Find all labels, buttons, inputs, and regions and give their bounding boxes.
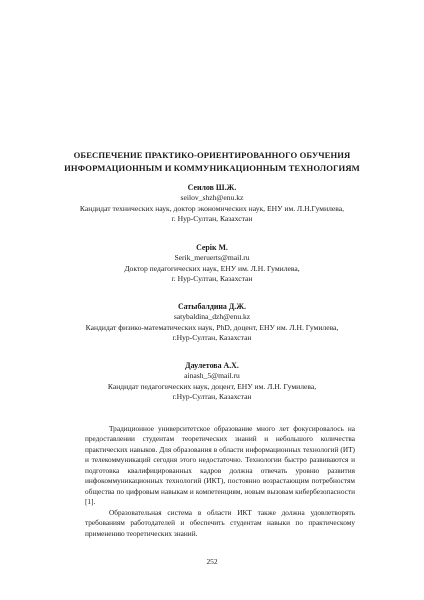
author-city: г.Нур-Султан, Казахстан xyxy=(172,391,252,401)
title-line-1: ОБЕСПЕЧЕНИЕ ПРАКТИКО-ОРИЕНТИРОВАННОГО ОБУЧЕНИЯ xyxy=(73,150,351,160)
article-title xyxy=(60,149,364,175)
author-city: г. Нур-Султан, Казахстан xyxy=(171,273,253,283)
author-block-4 xyxy=(40,361,384,402)
author-block-2 xyxy=(40,243,384,284)
author-email: satybaldina_dzh@enu.kz xyxy=(173,312,251,322)
author-name: Сеилов Ш.Ж. xyxy=(187,183,237,192)
title-line-2: ИНФОРМАЦИОННЫМ И КОММУНИКАЦИОННЫМ ТЕХНОЛОГИЯМ xyxy=(64,163,360,173)
author-city: г. Нур-Султан, Казахстан xyxy=(171,213,253,223)
body-paragraph-2: Образовательная система в области ИКТ также должна удовлетворять требованиям работодателей и обеспечить студентам навыки по практическому применению теоретических знаний. xyxy=(85,507,355,538)
author-affiliation: Кандидат педагогических наук, доцент, ЕНУ им. Л.Н. Гумилева, xyxy=(107,381,317,391)
author-email: Serik_meruerts@mail.ru xyxy=(174,253,250,263)
body-text xyxy=(85,424,355,539)
author-city: г.Нур-Султан, Казахстан xyxy=(172,332,252,342)
page-number: 252 xyxy=(206,557,218,566)
author-name: Серік М. xyxy=(196,243,228,252)
author-affiliation: Кандидат физико-математических наук, PhD, доцент, ЕНУ им. Л.Н. Гумилева, xyxy=(85,322,339,332)
author-affiliation: Доктор педагогических наук, ЕНУ им. Л.Н. Гумилева, xyxy=(124,263,300,273)
body-paragraph-1: Традиционное университетское образование много лет фокусировалось на предоставлении студентам теоретических знаний и небольшого количества практических навыков. Для образования в области информационных технологий (ИТ) и телекоммуникаций сегодня этого недостаточно. Технологии быстро развиваются и подготовка квалифицированных кадров должна отвечать уровню развития инфокоммуникационных технологий (ИКТ), постоянно возрастающим потребностям общества по цифровым навыкам и компетенциям, новым вызовам кибербезопасности [1]. xyxy=(85,424,355,507)
author-affiliation: Кандидат технических наук, доктор экономических наук, ЕНУ им. Л.Н.Гумилева, xyxy=(79,203,345,213)
author-email: seilov_shzh@enu.kz xyxy=(180,193,244,203)
author-name: Даулетова А.Х. xyxy=(185,361,239,370)
author-email: ainash_5@mail.ru xyxy=(184,371,240,381)
author-block-1 xyxy=(40,183,384,224)
author-block-3 xyxy=(40,302,384,343)
author-name: Сатыбалдина Д.Ж. xyxy=(177,302,247,311)
